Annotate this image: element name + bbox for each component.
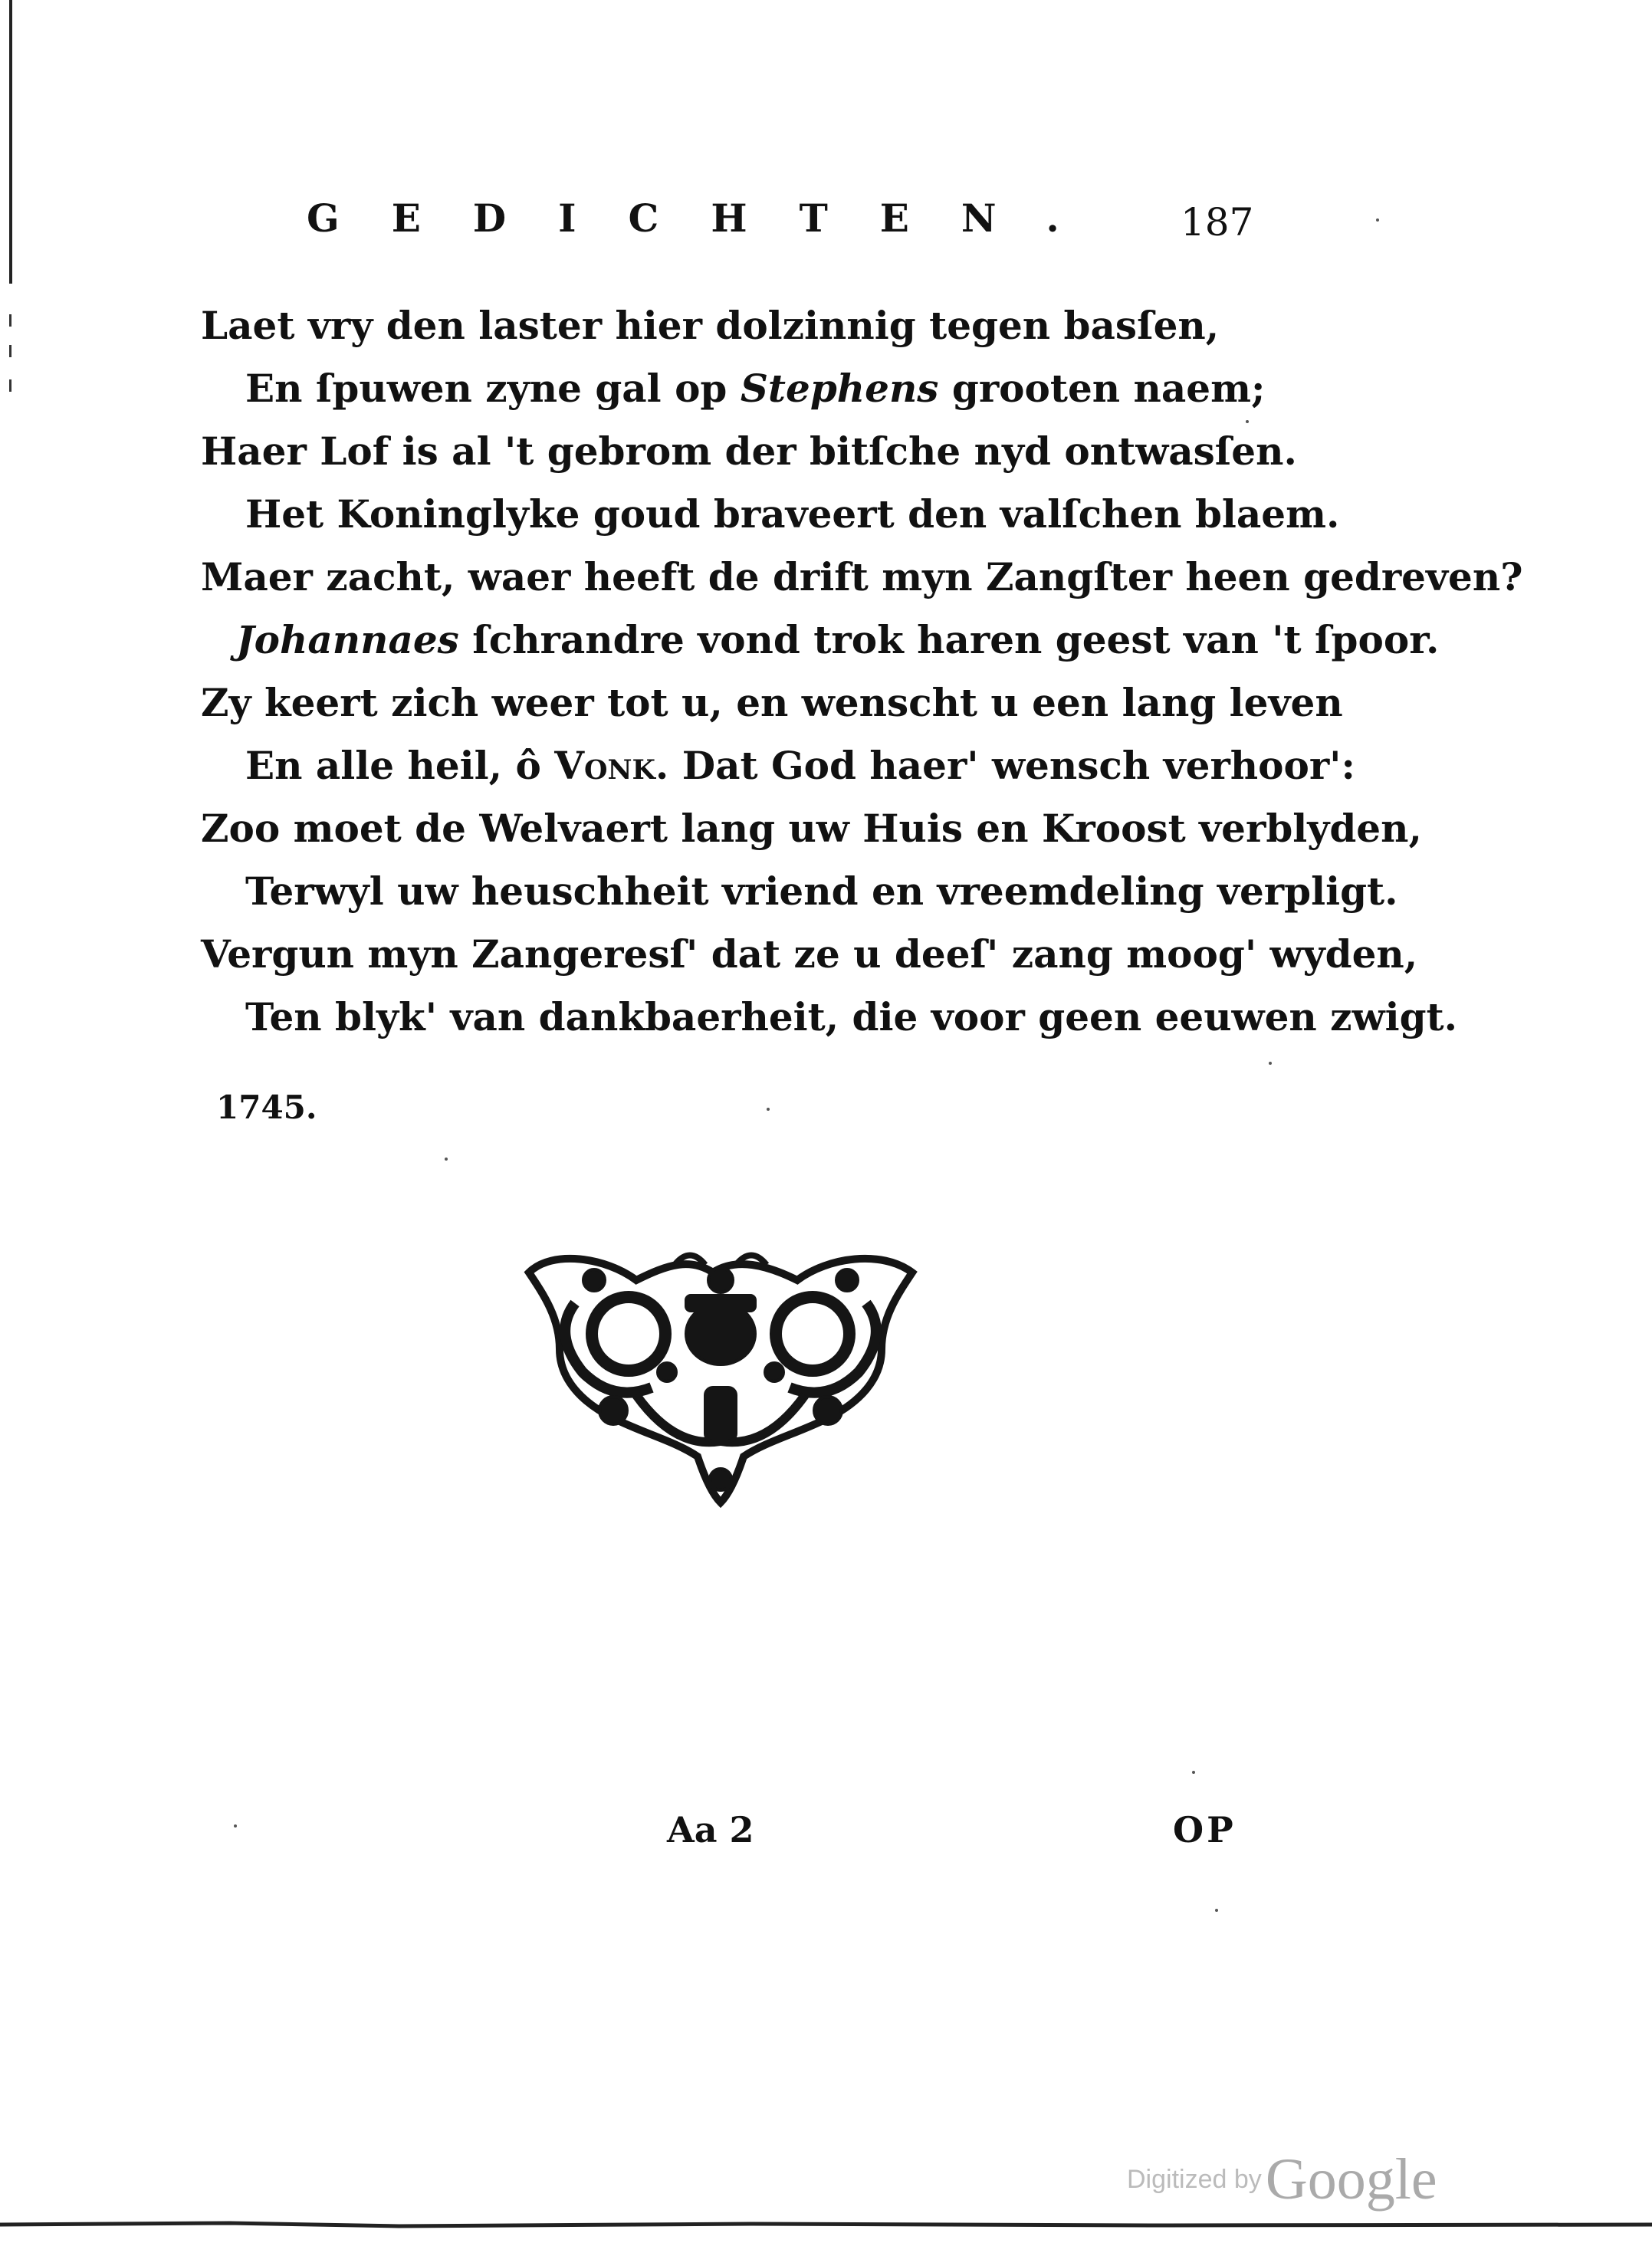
- edge-mark: [9, 314, 11, 327]
- ornament-vignette: [521, 1250, 920, 1510]
- poem-line: En alle heil, ô Vonk. Dat God haer' wensch verhoor':: [245, 743, 1355, 788]
- catchword: OP: [1173, 1809, 1237, 1851]
- speck: [1376, 218, 1379, 222]
- edge-mark: [9, 379, 11, 392]
- speck: [445, 1158, 448, 1161]
- speck: [234, 1824, 237, 1828]
- poem-line: Haer Lof is al 't gebrom der bitſche nyd ontwasſen.: [201, 429, 1297, 474]
- page-number: 187: [1181, 200, 1254, 245]
- poem-line: Ten blyk' van dankbaerheit, die voor geen eeuwen zwigt.: [245, 994, 1458, 1039]
- speck: [1269, 1062, 1272, 1065]
- poem-line: Terwyl uw heuschheit vriend en vreemdeling verpligt.: [245, 869, 1398, 914]
- bottom-edge-rule: [0, 2217, 1652, 2232]
- digitized-by-label: Digitized by: [1127, 2165, 1262, 2194]
- google-logo: Google: [1265, 2147, 1437, 2212]
- speck: [1192, 1771, 1195, 1774]
- edge-mark: [9, 345, 11, 357]
- poem-line: Het Koninglyke goud braveert den valſchen blaem.: [245, 491, 1340, 537]
- poem-line: Johannaes ſchrandre vond trok haren geest van 't ſpoor.: [236, 617, 1440, 662]
- poem-line: En ſpuwen zyne gal op Stephens grooten naem;: [245, 366, 1266, 411]
- poem-line: Zoo moet de Welvaert lang uw Huis en Kroost verblyden,: [201, 806, 1422, 851]
- poem-line: Zy keert zich weer tot u, en wenscht u een lang leven: [201, 680, 1343, 725]
- signature-mark: Aa 2: [667, 1809, 754, 1851]
- page-edge-line: [9, 0, 12, 284]
- google-watermark: [1127, 2146, 1437, 2213]
- speck: [767, 1108, 770, 1111]
- running-title: GEDICHTEN.: [307, 195, 1112, 241]
- speck: [1215, 1909, 1218, 1912]
- page-header: [307, 195, 1257, 257]
- poem-line: Vergun myn Zangeresſ' dat ze u deeſ' zang moog' wyden,: [201, 931, 1418, 977]
- poem-line: Maer zacht, waer heeft de drift myn Zangſter heen gedreven?: [201, 554, 1523, 599]
- poem-date: 1745.: [216, 1089, 317, 1126]
- speck: [1246, 420, 1249, 423]
- poem-line: Laet vry den laster hier dolzinnig tegen basſen,: [201, 303, 1220, 348]
